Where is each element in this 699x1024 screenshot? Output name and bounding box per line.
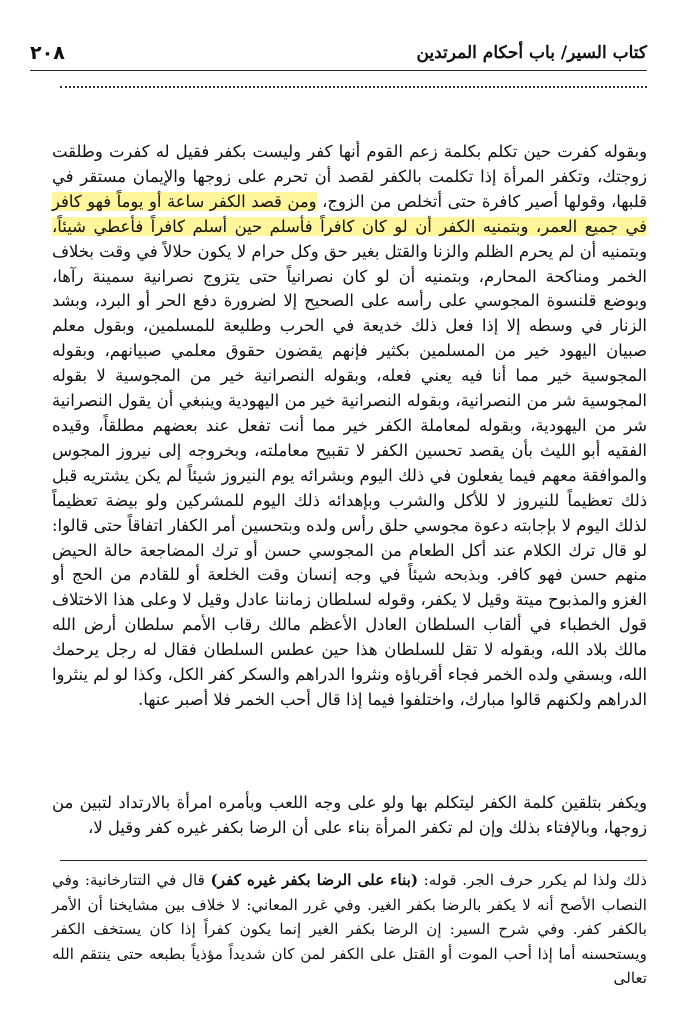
footnote-part-2: قال في التتارخانية: وفي النصاب الأصح أنه لا يكفر بالرضا بكفر الغير. وفي غرر المعاني: لا خلاف بين مشايخنا أن الأمر بالكفر كفر. وفي شرح السير: إن الرضا بكفر الغير إنما يكون كفراً إذا كان يستخف الكفر ويستحسنه أما إذا أحب الموت أو القتل على الكفر لمن كان شديداً مؤذياً بطبعه حتى ينتقم الله تعالى: [52, 871, 647, 987]
page-header: [30, 38, 647, 68]
paragraph-2: ويكفر بتلقين كلمة الكفر ليتكلم بها ولو على وجه اللعب وبأمره امرأة بالارتداد لتبين من زوجها، وبالإفتاء بذلك وإن لم تكفر المرأة بناء على أن الرضا بكفر غيره كفر وقيل لا،: [52, 793, 647, 837]
dotted-separator: [60, 86, 647, 88]
page-number: ٢٠٨: [30, 42, 65, 64]
header-rule: [30, 70, 647, 71]
paragraph-1: [52, 140, 647, 713]
running-title: كتاب السير/ باب أحكام المرتدين: [416, 43, 647, 63]
footnote-quote: (بناء على الرضا بكفر غيره كفر): [210, 871, 419, 889]
paragraph-1-part-1: وبقوله كفرت حين تكلم بكلمة زعم القوم أنها كفر وليست بكفر فقيل له كفرت وطلقت زوجتك، وتكفر المرأة إذا تكلمت بالكفر لقصد أن تحرم على زوجها والإيمان مستقر في قلبها، وقولها أصير كافرة حتى أتخلص من الزوج،: [52, 142, 647, 211]
highlighted-passage: ومن قصد الكفر ساعة أو يوماً فهو كافر في جميع العمر، وبتمنيه الكفر أن لو كان كافراً فأسلم حين أسلم كافراً فأعطي شيئاً،: [52, 191, 647, 236]
footnote: [52, 868, 647, 991]
paragraph-1-part-2: وبتمنيه أن لم يحرم الظلم والزنا والقتل بغير حق وكل حرام لا يكون حلالاً في وقت بخلاف الخمر ومناكحة المحارم، وبتمنيه أن لو كان نصرانياً حتى يتزوج نصرانية سمينة رآها، وبوضع قلنسوة المجوسي على رأسه على الصحيح إلا لضرورة دفع الحر أو البرد، وبشد الزنار في وسطه إلا إذا فعل ذلك خديعة في الحرب وطليعة للمسلمين، وبقول معلم صبيان اليهود خير من المسلمين بكثير فإنهم يقضون حقوق معلمي صبيانهم، وبقوله المجوسية خير مما أنا فيه يعني فعله، وبقوله النصرانية خير من المجوسية لا بقوله المجوسية شر من النصرانية، وبقوله النصرانية خير من اليهودية وينبغي أن يقول النصرانية شر من اليهودية، وبقوله لمعاملة الكفر خير مما أنت تفعل عند بعضهم مطلقاً، وقيده الفقيه أبو الليث بأن يقصد تحسين الكفر لا تقبيح معاملته، وبخروجه إلى نيروز المجوس والموافقة معهم فيما يفعلون في ذلك اليوم وبشرائه يوم النيروز شيئاً لم يكن يشتريه قبل ذلك تعظيماً للنيروز لا للأكل والشرب وبإهدائه ذلك اليوم للمشركين ولو بيضة تعظيماً لذلك اليوم لا بإجابته دعوة مجوسي حلق رأس ولده وبتحسين أمر الكفار اتفاقاً حتى قالوا: لو قال ترك الكلام عند أكل الطعام من المجوسي حسن أو ترك المضاجعة حالة الحيض منهم حسن فهو كافر. وبذبحه شيئاً في وجه إنسان وقت الخلعة أو للقادم من الحج أو الغزو والمذبوح ميتة وقيل لا يكفر، وقوله لسلطان زماننا عادل وقيل لا وعلى هذا الاختلاف قول الخطباء في ألقاب السلطان العادل الأعظم مالك رقاب الأمم سلطان أرض الله مالك بلاد الله، وبقوله لا تقل للسلطان هذا حين عطس السلطان فقال له رجل يرحمك الله، وبسقي ولده الخمر فجاء أقرباؤه ونثروا الدراهم والسكر كفر الكل، وكذا لو لم ينثروا الدراهم ولكنهم قالوا مبارك، واختلفوا فيما إذا قال أحب الخمر فلا أصبر عنها.: [52, 241, 647, 709]
main-text: [52, 140, 647, 713]
footnote-part-1: ذلك ولذا لم يكرر حرف الجر. قوله:: [418, 871, 647, 889]
footnote-rule: [60, 860, 647, 861]
